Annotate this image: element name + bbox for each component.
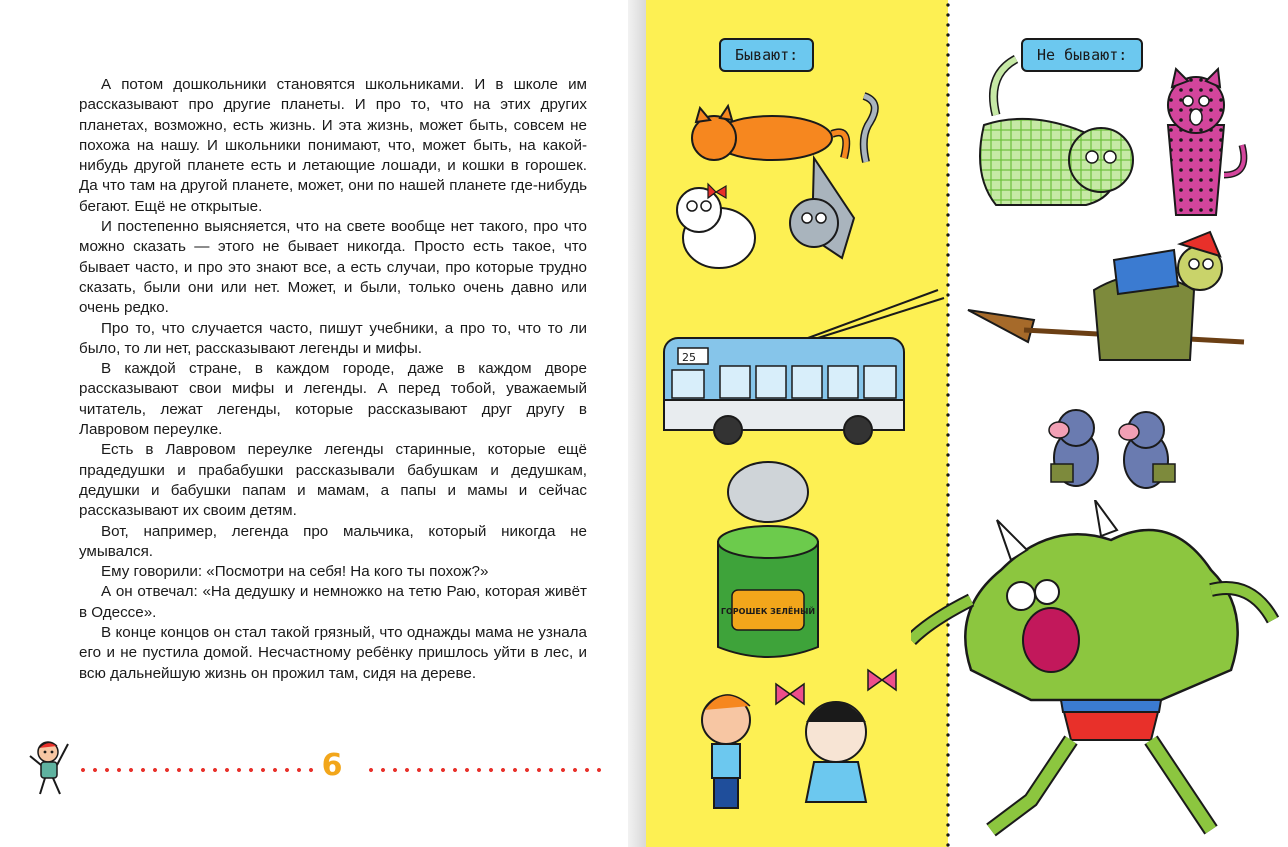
paragraph: И постепенно выясняется, что на свете вообще нет такого, про что можно сказать — этого не бывает никогда. Просто есть такое, что бывает часто, и про это знают все, а есть случаи, про которые трудно сказать, были они или нет. Может, и были, только очень давно или очень редко. bbox=[79, 218, 587, 317]
left-page bbox=[0, 0, 628, 847]
plaid-cat-illustration bbox=[966, 55, 1141, 215]
green-monster-illustration bbox=[911, 500, 1281, 840]
never-label: Не бывают: bbox=[1021, 38, 1143, 72]
paragraph: В каждой стране, в каждом городе, даже в каждом дворе рассказывают свои мифы и легенды. А перед тобой, уважаемый читатель, лежат легенды, которые рассказывают друг другу в Лавровом переулке. bbox=[79, 360, 587, 439]
dotted-line-left bbox=[77, 768, 317, 772]
trolleybus-illustration bbox=[658, 288, 948, 448]
page-number: 6 bbox=[321, 748, 343, 783]
page-footer bbox=[20, 728, 600, 808]
story-text bbox=[79, 75, 587, 684]
paragraph: В конце концов он стал такой грязный, что однажды мама не узнала его и не пустила домой. Несчастному ребёнку пришлось уйти в лес, и всю дальнейшую жизнь он прожил там, сидя на дереве. bbox=[79, 624, 587, 682]
jumping-boy-icon bbox=[26, 738, 78, 800]
cats-illustration bbox=[664, 88, 914, 288]
polka-dot-cat-illustration bbox=[1146, 65, 1256, 225]
book-gutter bbox=[628, 0, 646, 847]
peas-can-illustration bbox=[698, 452, 848, 662]
imps-illustration bbox=[1031, 398, 1201, 508]
right-page bbox=[646, 0, 1288, 847]
paragraph: Про то, что случается часто, пишут учебники, а про то, что то ли было, то ли нет, рассказывают легенды и мифы. bbox=[79, 319, 587, 357]
paragraph: Вот, например, легенда про мальчика, который никогда не умывался. bbox=[79, 522, 587, 560]
paragraph: Есть в Лавровом переулке легенды старинные, которые ещё прадедушки и прабабушки рассказывали бабушкам и дедушкам, дедушки и бабушки папам и мамам, а папы и мамы и сейчас рассказывают их своим детям. bbox=[79, 441, 587, 520]
paragraph: А он отвечал: «На дедушку и немножко на тетю Раю, которая живёт в Одессе». bbox=[79, 583, 587, 621]
witch-on-broom-illustration bbox=[964, 230, 1254, 390]
dotted-line-right bbox=[365, 768, 605, 772]
route-number: 25 bbox=[682, 351, 696, 364]
paragraph: А потом дошкольники становятся школьниками. И в школе им рассказывают про другие планеты. И про то, что на этих других планетах, возможно, есть жизнь. И эта жизнь, может быть, совсем не похожа на нашу. И школьники понимают, что, может быть, на какой-нибудь другой планете есть и летающие лошади, и кошки в горошек. Да что там на другой планете, может, они по нашей планете где-нибудь бегают. Ещё не открытые. bbox=[79, 76, 587, 215]
happens-label: Бывают: bbox=[719, 38, 814, 72]
paragraph: Ему говорили: «Посмотри на себя! На кого ты похож?» bbox=[101, 563, 489, 581]
can-label: ГОРОШЕК ЗЕЛЁНЫЙ bbox=[720, 607, 816, 616]
children-illustration bbox=[686, 650, 926, 825]
